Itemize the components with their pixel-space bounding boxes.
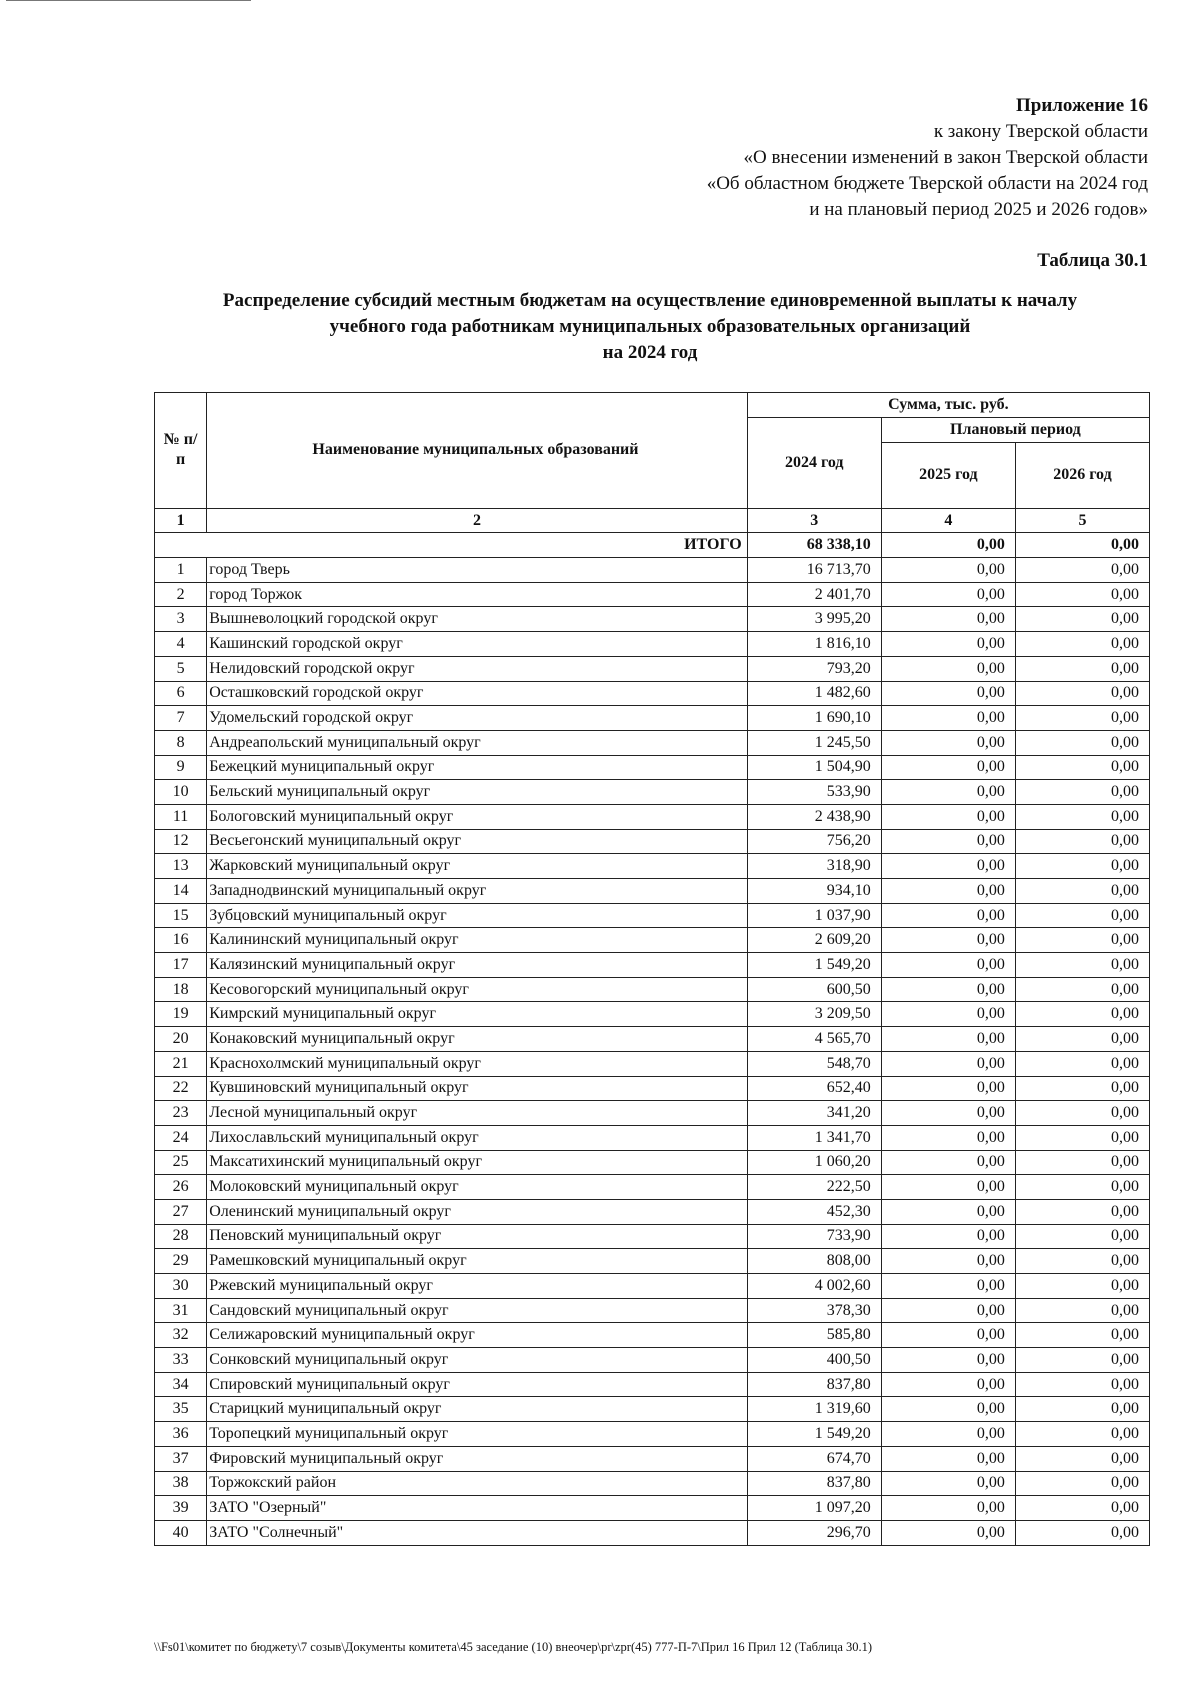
municipality-name: Бежецкий муниципальный округ — [207, 755, 747, 780]
value-2024: 652,40 — [747, 1076, 881, 1101]
header-num: № п/п — [155, 393, 207, 509]
row-number: 20 — [155, 1027, 207, 1052]
value-2025: 0,00 — [881, 804, 1015, 829]
value-2026: 0,00 — [1015, 681, 1149, 706]
value-2026: 0,00 — [1015, 1372, 1149, 1397]
value-2024: 934,10 — [747, 879, 881, 904]
value-2025: 0,00 — [881, 1150, 1015, 1175]
value-2026: 0,00 — [1015, 1150, 1149, 1175]
table-row — [155, 1224, 1150, 1249]
row-number: 14 — [155, 879, 207, 904]
value-2025: 0,00 — [881, 1076, 1015, 1101]
value-2024: 222,50 — [747, 1175, 881, 1200]
table-row — [155, 1446, 1150, 1471]
table-row — [155, 1348, 1150, 1373]
value-2025: 0,00 — [881, 607, 1015, 632]
value-2025: 0,00 — [881, 1471, 1015, 1496]
row-number: 21 — [155, 1051, 207, 1076]
value-2025: 0,00 — [881, 1348, 1015, 1373]
municipality-name: Торопецкий муниципальный округ — [207, 1422, 747, 1447]
col-number: 3 — [747, 508, 881, 533]
row-number: 39 — [155, 1496, 207, 1521]
municipality-name: Сандовский муниципальный округ — [207, 1298, 747, 1323]
municipality-name: Бельский муниципальный округ — [207, 780, 747, 805]
header-2024: 2024 год — [747, 417, 881, 508]
value-2024: 600,50 — [747, 977, 881, 1002]
table-row — [155, 1150, 1150, 1175]
municipality-name: ЗАТО "Озерный" — [207, 1496, 747, 1521]
value-2025: 0,00 — [881, 1125, 1015, 1150]
row-number: 28 — [155, 1224, 207, 1249]
table-row — [155, 1298, 1150, 1323]
value-2026: 0,00 — [1015, 1274, 1149, 1299]
appendix-line: «О внесении изменений в закон Тверской области — [743, 147, 1148, 168]
value-2026: 0,00 — [1015, 1175, 1149, 1200]
row-number: 25 — [155, 1150, 207, 1175]
value-2025: 0,00 — [881, 1298, 1015, 1323]
municipality-name: город Торжок — [207, 582, 747, 607]
value-2026: 0,00 — [1015, 854, 1149, 879]
value-2026: 0,00 — [1015, 1101, 1149, 1126]
value-2024: 1 060,20 — [747, 1150, 881, 1175]
table-row — [155, 1274, 1150, 1299]
table-row — [155, 1175, 1150, 1200]
value-2024: 378,30 — [747, 1298, 881, 1323]
value-2026: 0,00 — [1015, 1422, 1149, 1447]
row-number: 40 — [155, 1520, 207, 1545]
row-number: 7 — [155, 706, 207, 731]
municipality-name: Калязинский муниципальный округ — [207, 953, 747, 978]
value-2024: 1 245,50 — [747, 730, 881, 755]
table-row — [155, 706, 1150, 731]
table-row — [155, 1101, 1150, 1126]
value-2025: 0,00 — [881, 1446, 1015, 1471]
value-2024: 3 209,50 — [747, 1002, 881, 1027]
col-number: 4 — [881, 508, 1015, 533]
value-2024: 4 002,60 — [747, 1274, 881, 1299]
value-2024: 1 319,60 — [747, 1397, 881, 1422]
municipality-name: Селижаровский муниципальный округ — [207, 1323, 747, 1348]
value-2026: 0,00 — [1015, 903, 1149, 928]
table-row — [155, 953, 1150, 978]
municipality-name: Максатихинский муниципальный округ — [207, 1150, 747, 1175]
value-2024: 1 097,20 — [747, 1496, 881, 1521]
value-2026: 0,00 — [1015, 1002, 1149, 1027]
value-2025: 0,00 — [881, 582, 1015, 607]
value-2024: 3 995,20 — [747, 607, 881, 632]
value-2024: 793,20 — [747, 656, 881, 681]
table-row — [155, 854, 1150, 879]
appendix-line: «Об областном бюджете Тверской области на 2024 год — [706, 173, 1148, 194]
table-row — [155, 558, 1150, 583]
value-2026: 0,00 — [1015, 1471, 1149, 1496]
row-number: 38 — [155, 1471, 207, 1496]
table-row — [155, 1372, 1150, 1397]
value-2026: 0,00 — [1015, 730, 1149, 755]
row-number: 32 — [155, 1323, 207, 1348]
row-number: 13 — [155, 854, 207, 879]
column-numbers-row — [155, 508, 1150, 533]
value-2026: 0,00 — [1015, 755, 1149, 780]
value-2024: 756,20 — [747, 829, 881, 854]
value-2024: 16 713,70 — [747, 558, 881, 583]
row-number: 3 — [155, 607, 207, 632]
title-line: на 2024 год — [602, 342, 698, 363]
value-2024: 548,70 — [747, 1051, 881, 1076]
value-2026: 0,00 — [1015, 1397, 1149, 1422]
table-row — [155, 780, 1150, 805]
col-number: 5 — [1015, 508, 1149, 533]
municipality-name: Краснохолмский муниципальный округ — [207, 1051, 747, 1076]
value-2026: 0,00 — [1015, 1199, 1149, 1224]
row-number: 1 — [155, 558, 207, 583]
value-2026: 0,00 — [1015, 1446, 1149, 1471]
value-2025: 0,00 — [881, 1101, 1015, 1126]
municipality-name: Кимрский муниципальный округ — [207, 1002, 747, 1027]
row-number: 11 — [155, 804, 207, 829]
row-number: 8 — [155, 730, 207, 755]
municipality-name: Кашинский городской округ — [207, 632, 747, 657]
municipality-name: Бологовский муниципальный округ — [207, 804, 747, 829]
value-2026: 0,00 — [1015, 829, 1149, 854]
municipality-name: Рамешковский муниципальный округ — [207, 1249, 747, 1274]
total-2025: 0,00 — [881, 533, 1015, 558]
table-row — [155, 681, 1150, 706]
appendix-line: и на плановый период 2025 и 2026 годов» — [809, 199, 1148, 220]
row-number: 26 — [155, 1175, 207, 1200]
table-label: Таблица 30.1 — [1037, 250, 1148, 271]
value-2026: 0,00 — [1015, 1249, 1149, 1274]
row-number: 22 — [155, 1076, 207, 1101]
col-number: 2 — [207, 508, 747, 533]
value-2025: 0,00 — [881, 1051, 1015, 1076]
row-number: 23 — [155, 1101, 207, 1126]
header-name: Наименование муниципальных образований — [207, 393, 747, 509]
municipality-name: Конаковский муниципальный округ — [207, 1027, 747, 1052]
value-2025: 0,00 — [881, 854, 1015, 879]
header-sum: Сумма, тыс. руб. — [747, 393, 1149, 418]
value-2024: 533,90 — [747, 780, 881, 805]
value-2024: 1 341,70 — [747, 1125, 881, 1150]
subsidy-table — [154, 392, 1150, 1546]
value-2024: 1 690,10 — [747, 706, 881, 731]
municipality-name: Кесовогорский муниципальный округ — [207, 977, 747, 1002]
value-2025: 0,00 — [881, 879, 1015, 904]
row-number: 30 — [155, 1274, 207, 1299]
row-number: 37 — [155, 1446, 207, 1471]
municipality-name: Спировский муниципальный округ — [207, 1372, 747, 1397]
table-row — [155, 1002, 1150, 1027]
value-2026: 0,00 — [1015, 607, 1149, 632]
value-2025: 0,00 — [881, 829, 1015, 854]
value-2026: 0,00 — [1015, 953, 1149, 978]
municipality-name: Торжокский район — [207, 1471, 747, 1496]
value-2026: 0,00 — [1015, 1125, 1149, 1150]
municipality-name: Сонковский муниципальный округ — [207, 1348, 747, 1373]
value-2026: 0,00 — [1015, 879, 1149, 904]
value-2026: 0,00 — [1015, 558, 1149, 583]
table-row — [155, 1397, 1150, 1422]
value-2025: 0,00 — [881, 977, 1015, 1002]
table-row — [155, 1199, 1150, 1224]
row-number: 18 — [155, 977, 207, 1002]
row-number: 31 — [155, 1298, 207, 1323]
value-2025: 0,00 — [881, 1422, 1015, 1447]
value-2024: 808,00 — [747, 1249, 881, 1274]
municipality-name: Лихославльский муниципальный округ — [207, 1125, 747, 1150]
value-2024: 296,70 — [747, 1520, 881, 1545]
value-2025: 0,00 — [881, 1224, 1015, 1249]
municipality-name: Жарковский муниципальный округ — [207, 854, 747, 879]
municipality-name: Лесной муниципальный округ — [207, 1101, 747, 1126]
table-row — [155, 1471, 1150, 1496]
value-2025: 0,00 — [881, 1175, 1015, 1200]
row-number: 4 — [155, 632, 207, 657]
municipality-name: Старицкий муниципальный округ — [207, 1397, 747, 1422]
appendix-number: Приложение 16 — [1015, 95, 1148, 116]
value-2024: 2 438,90 — [747, 804, 881, 829]
value-2024: 837,80 — [747, 1372, 881, 1397]
table-row — [155, 582, 1150, 607]
title-line: учебного года работникам муниципальных образовательных организаций — [329, 316, 971, 337]
value-2025: 0,00 — [881, 1199, 1015, 1224]
value-2025: 0,00 — [881, 953, 1015, 978]
value-2024: 318,90 — [747, 854, 881, 879]
value-2025: 0,00 — [881, 1027, 1015, 1052]
value-2025: 0,00 — [881, 1496, 1015, 1521]
total-label: ИТОГО — [155, 533, 748, 558]
table-row — [155, 607, 1150, 632]
value-2024: 674,70 — [747, 1446, 881, 1471]
value-2025: 0,00 — [881, 755, 1015, 780]
value-2024: 1 504,90 — [747, 755, 881, 780]
document-title — [150, 288, 1150, 366]
value-2025: 0,00 — [881, 903, 1015, 928]
row-number: 15 — [155, 903, 207, 928]
value-2025: 0,00 — [881, 780, 1015, 805]
value-2026: 0,00 — [1015, 1076, 1149, 1101]
value-2026: 0,00 — [1015, 977, 1149, 1002]
table-row — [155, 829, 1150, 854]
row-number: 5 — [155, 656, 207, 681]
value-2026: 0,00 — [1015, 1520, 1149, 1545]
table-row — [155, 804, 1150, 829]
value-2026: 0,00 — [1015, 706, 1149, 731]
row-number: 29 — [155, 1249, 207, 1274]
municipality-name: Западнодвинский муниципальный округ — [207, 879, 747, 904]
value-2025: 0,00 — [881, 730, 1015, 755]
table-row — [155, 977, 1150, 1002]
value-2026: 0,00 — [1015, 632, 1149, 657]
col-number: 1 — [155, 508, 207, 533]
municipality-name: Вышневолоцкий городской округ — [207, 607, 747, 632]
file-path-footer: \\Fs01\комитет по бюджету\7 созыв\Документы комитета\45 заседание (10) внеочер\pr\zpr(45) 777-П-7\Прил 16 Прил 12 (Таблица 30.1) — [154, 1640, 873, 1654]
value-2024: 1 482,60 — [747, 681, 881, 706]
value-2024: 733,90 — [747, 1224, 881, 1249]
municipality-name: Фировский муниципальный округ — [207, 1446, 747, 1471]
value-2024: 1 037,90 — [747, 903, 881, 928]
row-number: 2 — [155, 582, 207, 607]
municipality-name: Зубцовский муниципальный округ — [207, 903, 747, 928]
total-2026: 0,00 — [1015, 533, 1149, 558]
value-2025: 0,00 — [881, 1249, 1015, 1274]
row-number: 10 — [155, 780, 207, 805]
value-2024: 1 549,20 — [747, 953, 881, 978]
row-number: 19 — [155, 1002, 207, 1027]
table-row — [155, 1422, 1150, 1447]
value-2026: 0,00 — [1015, 582, 1149, 607]
table-row — [155, 1323, 1150, 1348]
value-2024: 452,30 — [747, 1199, 881, 1224]
row-number: 27 — [155, 1199, 207, 1224]
table-row — [155, 1520, 1150, 1545]
row-number: 34 — [155, 1372, 207, 1397]
municipality-name: ЗАТО "Солнечный" — [207, 1520, 747, 1545]
municipality-name: Осташковский городской округ — [207, 681, 747, 706]
total-row — [155, 533, 1150, 558]
value-2025: 0,00 — [881, 632, 1015, 657]
value-2024: 4 565,70 — [747, 1027, 881, 1052]
table-row — [155, 1051, 1150, 1076]
value-2026: 0,00 — [1015, 1496, 1149, 1521]
value-2026: 0,00 — [1015, 1027, 1149, 1052]
value-2024: 1 549,20 — [747, 1422, 881, 1447]
table-row — [155, 1249, 1150, 1274]
value-2026: 0,00 — [1015, 780, 1149, 805]
value-2026: 0,00 — [1015, 1051, 1149, 1076]
row-number: 12 — [155, 829, 207, 854]
header-2025: 2025 год — [881, 443, 1015, 508]
value-2025: 0,00 — [881, 1520, 1015, 1545]
value-2024: 1 816,10 — [747, 632, 881, 657]
value-2025: 0,00 — [881, 1274, 1015, 1299]
municipality-name: Калининский муниципальный округ — [207, 928, 747, 953]
value-2024: 585,80 — [747, 1323, 881, 1348]
value-2025: 0,00 — [881, 1002, 1015, 1027]
municipality-name: Оленинский муниципальный округ — [207, 1199, 747, 1224]
value-2024: 2 609,20 — [747, 928, 881, 953]
value-2025: 0,00 — [881, 558, 1015, 583]
value-2026: 0,00 — [1015, 656, 1149, 681]
value-2024: 837,80 — [747, 1471, 881, 1496]
municipality-name: Удомельский городской округ — [207, 706, 747, 731]
value-2026: 0,00 — [1015, 1323, 1149, 1348]
value-2025: 0,00 — [881, 656, 1015, 681]
row-number: 16 — [155, 928, 207, 953]
table-row — [155, 903, 1150, 928]
table-row — [155, 1076, 1150, 1101]
row-number: 17 — [155, 953, 207, 978]
header-planned: Плановый период — [881, 417, 1149, 443]
value-2024: 341,20 — [747, 1101, 881, 1126]
value-2025: 0,00 — [881, 681, 1015, 706]
municipality-name: Кувшиновский муниципальный округ — [207, 1076, 747, 1101]
value-2026: 0,00 — [1015, 1224, 1149, 1249]
row-number: 35 — [155, 1397, 207, 1422]
scan-artifact-line — [6, 0, 251, 1]
header-2026: 2026 год — [1015, 443, 1149, 508]
table-row — [155, 730, 1150, 755]
municipality-name: город Тверь — [207, 558, 747, 583]
value-2025: 0,00 — [881, 928, 1015, 953]
municipality-name: Нелидовский городской округ — [207, 656, 747, 681]
value-2026: 0,00 — [1015, 928, 1149, 953]
table-row — [155, 632, 1150, 657]
table-row — [155, 1125, 1150, 1150]
municipality-name: Весьегонский муниципальный округ — [207, 829, 747, 854]
table-row — [155, 755, 1150, 780]
value-2026: 0,00 — [1015, 1298, 1149, 1323]
appendix-header — [707, 93, 1148, 223]
municipality-name: Молоковский муниципальный округ — [207, 1175, 747, 1200]
value-2025: 0,00 — [881, 1372, 1015, 1397]
row-number: 24 — [155, 1125, 207, 1150]
table-row — [155, 656, 1150, 681]
row-number: 33 — [155, 1348, 207, 1373]
row-number: 9 — [155, 755, 207, 780]
value-2024: 2 401,70 — [747, 582, 881, 607]
municipality-name: Андреапольский муниципальный округ — [207, 730, 747, 755]
value-2026: 0,00 — [1015, 804, 1149, 829]
row-number: 6 — [155, 681, 207, 706]
value-2025: 0,00 — [881, 706, 1015, 731]
municipality-name: Ржевский муниципальный округ — [207, 1274, 747, 1299]
table-row — [155, 1027, 1150, 1052]
row-number: 36 — [155, 1422, 207, 1447]
value-2026: 0,00 — [1015, 1348, 1149, 1373]
municipality-name: Пеновский муниципальный округ — [207, 1224, 747, 1249]
appendix-line: к закону Тверской области — [933, 121, 1148, 142]
title-line: Распределение субсидий местным бюджетам на осуществление единовременной выплаты к началу — [222, 290, 1078, 311]
table-row — [155, 1496, 1150, 1521]
total-2024: 68 338,10 — [747, 533, 881, 558]
value-2024: 400,50 — [747, 1348, 881, 1373]
table-row — [155, 928, 1150, 953]
value-2025: 0,00 — [881, 1323, 1015, 1348]
table-row — [155, 879, 1150, 904]
value-2025: 0,00 — [881, 1397, 1015, 1422]
